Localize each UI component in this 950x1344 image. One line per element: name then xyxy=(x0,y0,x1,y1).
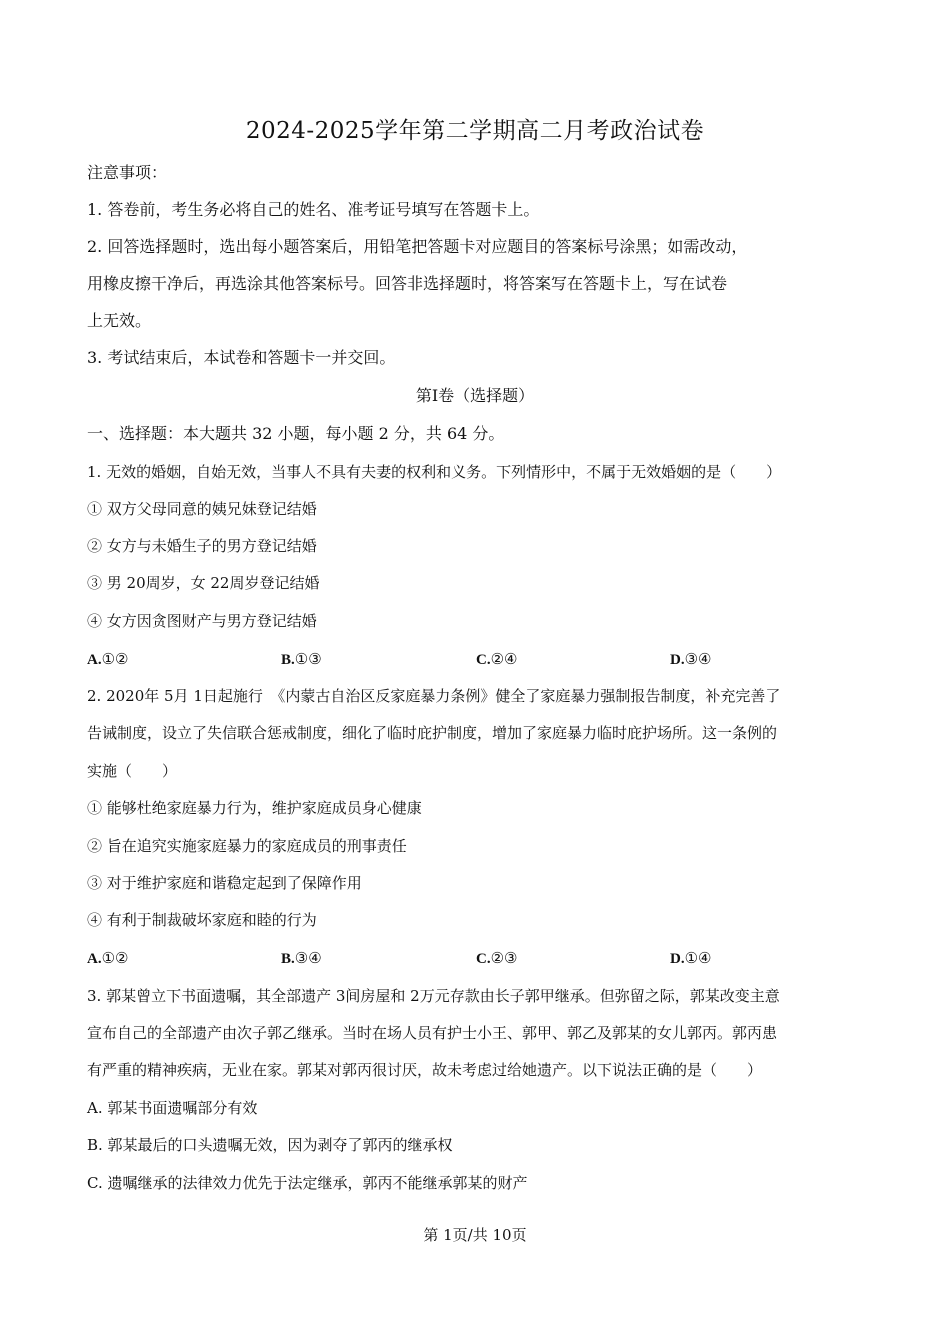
page-title: 2024-2025学年第二学期高二月考政治试卷 xyxy=(245,118,705,144)
question-3-stem: 有严重的精神疾病，无业在家。郭某对郭丙很讨厌，故未考虑过给她遗产。以下说法正确的是（ ） xyxy=(87,1061,763,1079)
option-d: D.③④ xyxy=(670,650,712,668)
question-2-item: ③ 对于维护家庭和谐稳定起到了保障作用 xyxy=(87,874,362,892)
question-1-stem: 1. 无效的婚姻，自始无效，当事人不具有夫妻的权利和义务。下列情形中，不属于无效婚姻的是（ ） xyxy=(87,463,782,481)
question-2-item: ④ 有利于制裁破坏家庭和睦的行为 xyxy=(87,911,317,929)
option-a: A.①② xyxy=(87,949,129,967)
option-b: B.③④ xyxy=(281,949,322,967)
notice-item: 2. 回答选择题时，选出每小题答案后，用铅笔把答题卡对应题目的答案标号涂黑；如需改动， xyxy=(87,237,748,256)
notice-item: 3. 考试结束后，本试卷和答题卡一并交回。 xyxy=(87,348,396,367)
question-1-options xyxy=(87,648,877,670)
option-c: C.②④ xyxy=(476,650,518,668)
question-2-options xyxy=(87,947,877,969)
notice-item: 1. 答卷前，考生务必将自己的姓名、准考证号填写在答题卡上。 xyxy=(87,200,540,219)
question-1-item: ③ 男 20周岁，女 22周岁登记结婚 xyxy=(87,574,320,592)
notice-item: 用橡皮擦干净后，再选涂其他答案标号。回答非选择题时，将答案写在答题卡上，写在试卷 xyxy=(87,274,728,293)
option-d: D.①④ xyxy=(670,949,712,967)
question-3-stem: 3. 郭某曾立下书面遗嘱，其全部遗产 3间房屋和 2万元存款由长子郭甲继承。但弥留之际，郭某改变主意 xyxy=(87,987,780,1005)
question-3-option: C. 遗嘱继承的法律效力优先于法定继承，郭丙不能继承郭某的财产 xyxy=(87,1174,528,1192)
question-3-option: B. 郭某最后的口头遗嘱无效，因为剥夺了郭丙的继承权 xyxy=(87,1136,453,1154)
question-2-item: ① 能够杜绝家庭暴力行为，维护家庭成员身心健康 xyxy=(87,799,422,817)
page-number: 第 1页/共 10页 xyxy=(423,1226,527,1244)
section-title: 第Ⅰ卷（选择题） xyxy=(415,386,535,405)
question-3-option: A. 郭某书面遗嘱部分有效 xyxy=(87,1099,258,1117)
option-c: C.②③ xyxy=(476,949,518,967)
notice-heading: 注意事项： xyxy=(87,163,168,182)
question-3-stem: 宣布自己的全部遗产由次子郭乙继承。当时在场人员有护士小王、郭甲、郭乙及郭某的女儿郭丙。郭丙患 xyxy=(87,1024,778,1042)
option-a: A.①② xyxy=(87,650,129,668)
question-2-stem: 2. 2020年 5月 1日起施行 《内蒙古自治区反家庭暴力条例》健全了家庭暴力强制报告制度，补充完善了 xyxy=(87,687,781,705)
question-2-stem: 告诫制度，设立了失信联合惩戒制度，细化了临时庇护制度，增加了家庭暴力临时庇护场所。这一条例的 xyxy=(87,724,778,742)
question-2-stem: 实施（ ） xyxy=(87,762,178,780)
question-1-item: ④ 女方因贪图财产与男方登记结婚 xyxy=(87,612,317,630)
question-1-item: ① 双方父母同意的姨兄妹登记结婚 xyxy=(87,500,317,518)
question-2-item: ② 旨在追究实施家庭暴力的家庭成员的刑事责任 xyxy=(87,837,407,855)
question-1-item: ② 女方与未婚生子的男方登记结婚 xyxy=(87,537,317,555)
part-heading: 一、选择题：本大题共 32 小题，每小题 2 分，共 64 分。 xyxy=(87,424,505,443)
option-b: B.①③ xyxy=(281,650,322,668)
notice-item: 上无效。 xyxy=(87,311,152,330)
